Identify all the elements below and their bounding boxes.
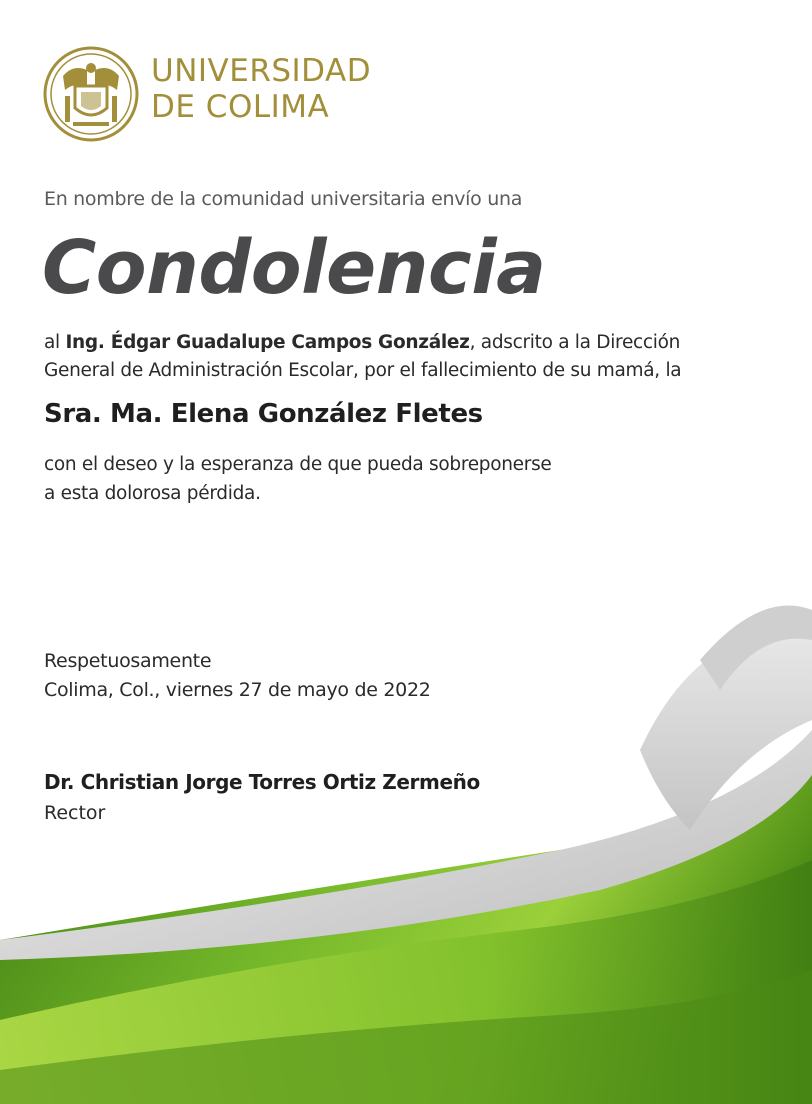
recipient-line-2: General de Administración Escolar, por el fallecimiento de su mamá, la: [44, 360, 682, 381]
closing-block: [44, 647, 431, 705]
intro-text: En nombre de la comunidad universitaria envío una: [44, 188, 523, 210]
signatory-role: Rector: [44, 802, 106, 824]
signatory-name: Dr. Christian Jorge Torres Ortiz Zermeño: [44, 770, 480, 794]
page-title: Condolencia: [42, 225, 546, 311]
logo-line-2: DE COLIMA: [151, 89, 330, 125]
wish-paragraph: [44, 450, 552, 508]
deceased-name: Sra. Ma. Elena González Fletes: [44, 399, 483, 429]
logo-line-1: UNIVERSIDAD: [151, 53, 372, 89]
recipient-name: Ing. Édgar Guadalupe Campos González: [65, 332, 470, 353]
recipient-line-1: [44, 329, 764, 357]
closing-place-date: Colima, Col., viernes 27 de mayo de 2022: [44, 679, 431, 701]
recipient-prefix: al: [44, 332, 66, 353]
wish-line-1: con el deseo y la esperanza de que pueda sobreponerse: [44, 454, 552, 475]
recipient-paragraph: [44, 329, 764, 385]
wish-line-2: a esta dolorosa pérdida.: [44, 483, 261, 504]
university-logotype: [151, 53, 372, 125]
closing-salutation: Respetuosamente: [44, 650, 212, 672]
university-crest-icon: [43, 46, 139, 142]
recipient-suffix: , adscrito a la Dirección: [469, 332, 681, 353]
